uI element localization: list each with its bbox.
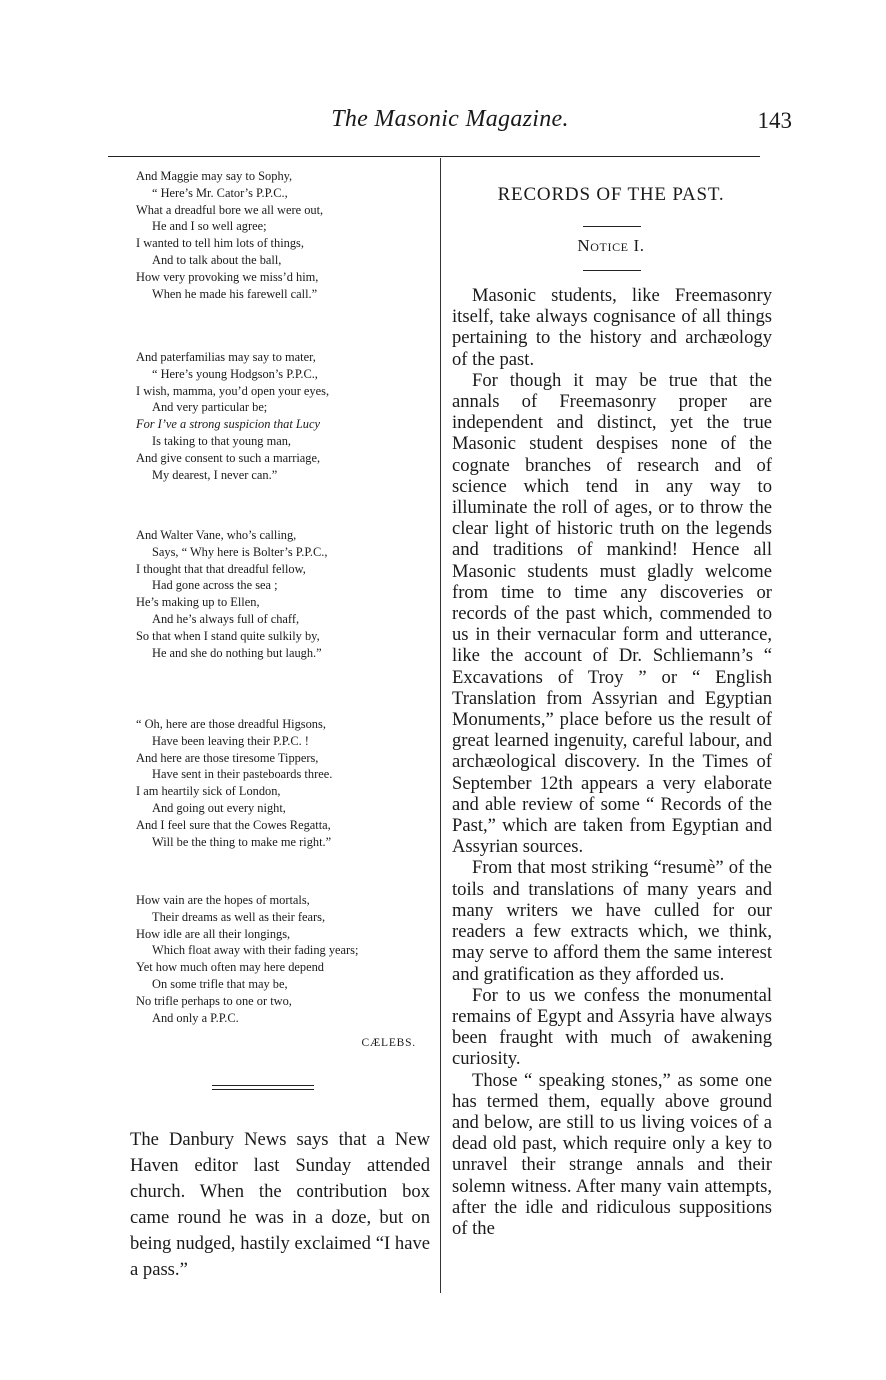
poem-line: Their dreams as well as their fears, [152, 909, 326, 924]
poem-line: Had gone across the sea ; [152, 578, 278, 593]
poem-stanza-1 [136, 168, 432, 302]
section-divider [212, 1085, 314, 1090]
column-divider [440, 158, 441, 1293]
poem-line: And only a P.P.C. [152, 1010, 239, 1025]
article-title: RECORDS OF THE PAST. [497, 184, 725, 205]
poem-signature: CÆLEBS. [361, 1037, 416, 1049]
title-rule [583, 226, 641, 227]
poem-line: My dearest, I never can.” [152, 467, 278, 482]
poem-line: When he made his farewell call.” [152, 286, 318, 301]
poem-line: What a dreadful bore we all were out, [136, 202, 324, 217]
running-header-title: The Masonic Magazine. [331, 106, 569, 132]
poem-stanza-2 [136, 349, 432, 483]
poem-line: Will be the thing to make me right.” [152, 834, 332, 849]
poem-line: “ Here’s young Hodgson’s P.P.C., [152, 366, 318, 381]
poem-line: I thought that that dreadful fellow, [136, 561, 306, 576]
article-body [452, 285, 772, 1239]
poem-line: And very particular be; [152, 400, 268, 415]
poem-stanza-5 [136, 892, 432, 1026]
poem-line: He’s making up to Ellen, [136, 595, 260, 610]
poem-line: No trifle perhaps to one or two, [136, 993, 292, 1008]
poem-line: And going out every night, [152, 800, 286, 815]
poem-line: And I feel sure that the Cowes Regatta, [136, 817, 331, 832]
poem-stanza-4 [136, 716, 432, 850]
poem-line: “ Oh, here are those dreadful Higsons, [136, 717, 326, 731]
poem-line: Which float away with their fading years; [152, 943, 359, 958]
poem-line: He and I so well agree; [152, 219, 267, 234]
poem-line: On some trifle that may be, [152, 976, 288, 991]
poem-line: I wanted to tell him lots of things, [136, 236, 304, 251]
poem-line: And Walter Vane, who’s calling, [136, 528, 297, 542]
poem-line: Is taking to that young man, [152, 433, 292, 448]
poem-line: He and she do nothing but laugh.” [152, 645, 322, 660]
poem-line: For I’ve a strong suspicion that Lucy [136, 417, 321, 432]
poem-line: How vain are the hopes of mortals, [136, 893, 310, 907]
article-paragraph: For though it may be true that the annals of Freemasonry proper are independent and distinct, yet the true Masonic student despises none of the cognate branches of research and of science which tend in any way to illuminate the roll of ages, or to throw the clear light of historic truth on the legends and traditions of mankind! Hence all Masonic students must gladly welcome from time to time any discoveries or records of the past which, commended to us in their vernacular form and utterance, like the account of Dr. Schliemann’s “ Excavations of Troy ” or “ English Translation from Assyrian and Egyptian Monuments,” place before us the result of great learned ingenuity, careful labour, and archæological discovery. In the Times of September 12th appears a very elaborate and able review of some “ Records of the Past,” which are taken from Egyptian and Assyrian sources. [452, 369, 772, 858]
header-rule [108, 156, 760, 157]
poem-line: And to talk about the ball, [152, 252, 282, 267]
anecdote-text: The Danbury News says that a New Haven editor last Sunday attended church. When the contribution box came round he was in a doze, but on being nudged, hastily exclaimed “I have a pass.” [130, 1129, 430, 1280]
page-number: 143 [757, 108, 792, 133]
poem-stanza-3 [136, 527, 432, 661]
poem-line: And he’s always full of chaff, [152, 611, 300, 626]
notice-rule [583, 270, 641, 271]
anecdote-paragraph [130, 1127, 430, 1283]
article-paragraph: Those “ speaking stones,” as some one has termed them, equally above ground and below, are still to us living voices of a dead old past, which require only a key to unravel their strange annals and their solemn witness. After many vain attempts, after the idle and ridiculous suppositions of the [452, 1069, 772, 1239]
poem-line: And Maggie may say to Sophy, [136, 169, 293, 183]
article-paragraph: For to us we confess the monumental remains of Egypt and Assyria have always been fraught with much of awakening curiosity. [452, 984, 772, 1070]
poem-line: I wish, mamma, you’d open your eyes, [136, 383, 330, 398]
poem-line: How idle are all their longings, [136, 926, 291, 941]
article-paragraph: Masonic students, like Freemasonry itself, take always cognisance of all things pertaining to the history and archæology of the past. [452, 285, 772, 370]
poem-line: “ Here’s Mr. Cator’s P.P.C., [152, 185, 288, 200]
poem-line: And paterfamilias may say to mater, [136, 350, 316, 364]
poem-line: How very provoking we miss’d him, [136, 269, 319, 284]
poem-line: Yet how much often may here depend [136, 960, 324, 975]
poem-line: So that when I stand quite sulkily by, [136, 628, 320, 643]
poem-line: Have sent in their pasteboards three. [152, 767, 333, 782]
poem-line: Says, “ Why here is Bolter’s P.P.C., [152, 544, 328, 559]
poem-line: And give consent to such a marriage, [136, 450, 321, 465]
article-paragraph: From that most striking “resumè” of the toils and translations of many years and many writers we have culled for our readers a few extracts which, we think, may serve to afford them the same interest and gratification as they afforded us. [452, 857, 772, 985]
article-notice: Notice I. [577, 236, 645, 255]
poem-line: And here are those tiresome Tippers, [136, 750, 319, 765]
poem-line: Have been leaving their P.P.C. ! [152, 733, 309, 748]
poem-line: I am heartily sick of London, [136, 784, 281, 799]
